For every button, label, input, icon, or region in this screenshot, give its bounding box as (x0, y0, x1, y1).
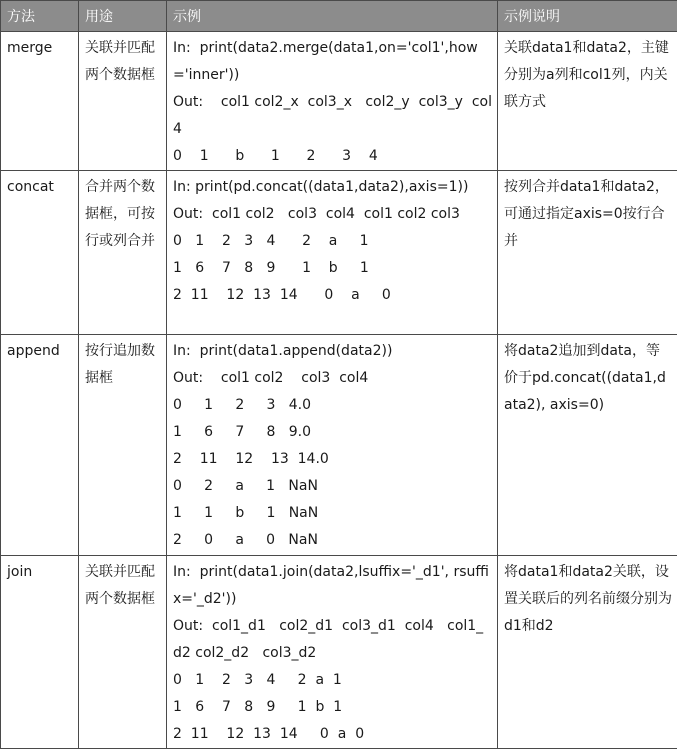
example-line: 1 6 7 8 9.0 (173, 419, 492, 446)
example-line: Out: col1 col2 col3 col4 (173, 365, 492, 392)
example-line: 1 1 b 1 NaN (173, 500, 492, 527)
example-line: 0 1 2 3 4.0 (173, 392, 492, 419)
example-line: Out: col1 col2 col3 col4 col1 col2 col3 (173, 201, 492, 228)
header-purpose: 用途 (79, 1, 167, 32)
table-row (1, 32, 677, 171)
table-row (1, 171, 677, 335)
explanation-cell: 将data1和data2关联，设置关联后的列名前缀分别为d1和d2 (498, 556, 677, 749)
example-line: 0 1 b 1 2 3 4 (173, 143, 492, 170)
example-cell (167, 171, 498, 335)
explanation-cell: 关联data1和data2，主键分别为a列和col1列，内关联方式 (498, 32, 677, 171)
example-line: 2 11 12 13 14 0 a 0 (173, 721, 492, 748)
purpose-cell: 按行追加数据框 (79, 335, 167, 556)
example-line: 2 11 12 13 14 0 a 0 (173, 282, 492, 309)
method-cell: join (1, 556, 79, 749)
header-example: 示例 (167, 1, 498, 32)
example-cell (167, 32, 498, 171)
header-row (1, 1, 677, 32)
example-line: Out: col1_d1 col2_d1 col3_d1 col4 col1_d2 col2_d2 col3_d2 (173, 613, 492, 667)
example-line: 0 1 2 3 4 2 a 1 (173, 667, 492, 694)
example-line: In: print(data1.append(data2)) (173, 338, 492, 365)
example-line: 2 11 12 13 14.0 (173, 446, 492, 473)
header-explanation: 示例说明 (498, 1, 677, 32)
purpose-cell: 关联并匹配两个数据框 (79, 32, 167, 171)
method-cell: append (1, 335, 79, 556)
example-line: In: print(data2.merge(data1,on='col1',how='inner')) (173, 35, 492, 89)
example-line: 1 6 7 8 9 1 b 1 (173, 694, 492, 721)
example-line: 1 6 7 8 9 1 b 1 (173, 255, 492, 282)
example-line: In: print(data1.join(data2,lsuffix='_d1', rsuffix='_d2')) (173, 559, 492, 613)
example-line: 0 1 2 3 4 2 a 1 (173, 228, 492, 255)
example-cell (167, 556, 498, 749)
method-cell: concat (1, 171, 79, 335)
table-row (1, 556, 677, 749)
explanation-cell: 将data2追加到data，等价于pd.concat((data1,data2), axis=0) (498, 335, 677, 556)
method-cell: merge (1, 32, 79, 171)
header-method: 方法 (1, 1, 79, 32)
purpose-cell: 合并两个数据框，可按行或列合并 (79, 171, 167, 335)
table-row (1, 335, 677, 556)
purpose-cell: 关联并匹配两个数据框 (79, 556, 167, 749)
explanation-cell: 按列合并data1和data2，可通过指定axis=0按行合并 (498, 171, 677, 335)
example-line: In: print(pd.concat((data1,data2),axis=1)) (173, 174, 492, 201)
example-line: 0 2 a 1 NaN (173, 473, 492, 500)
example-line: Out: col1 col2_x col3_x col2_y col3_y col4 (173, 89, 492, 143)
example-cell (167, 335, 498, 556)
example-line: 2 0 a 0 NaN (173, 527, 492, 554)
